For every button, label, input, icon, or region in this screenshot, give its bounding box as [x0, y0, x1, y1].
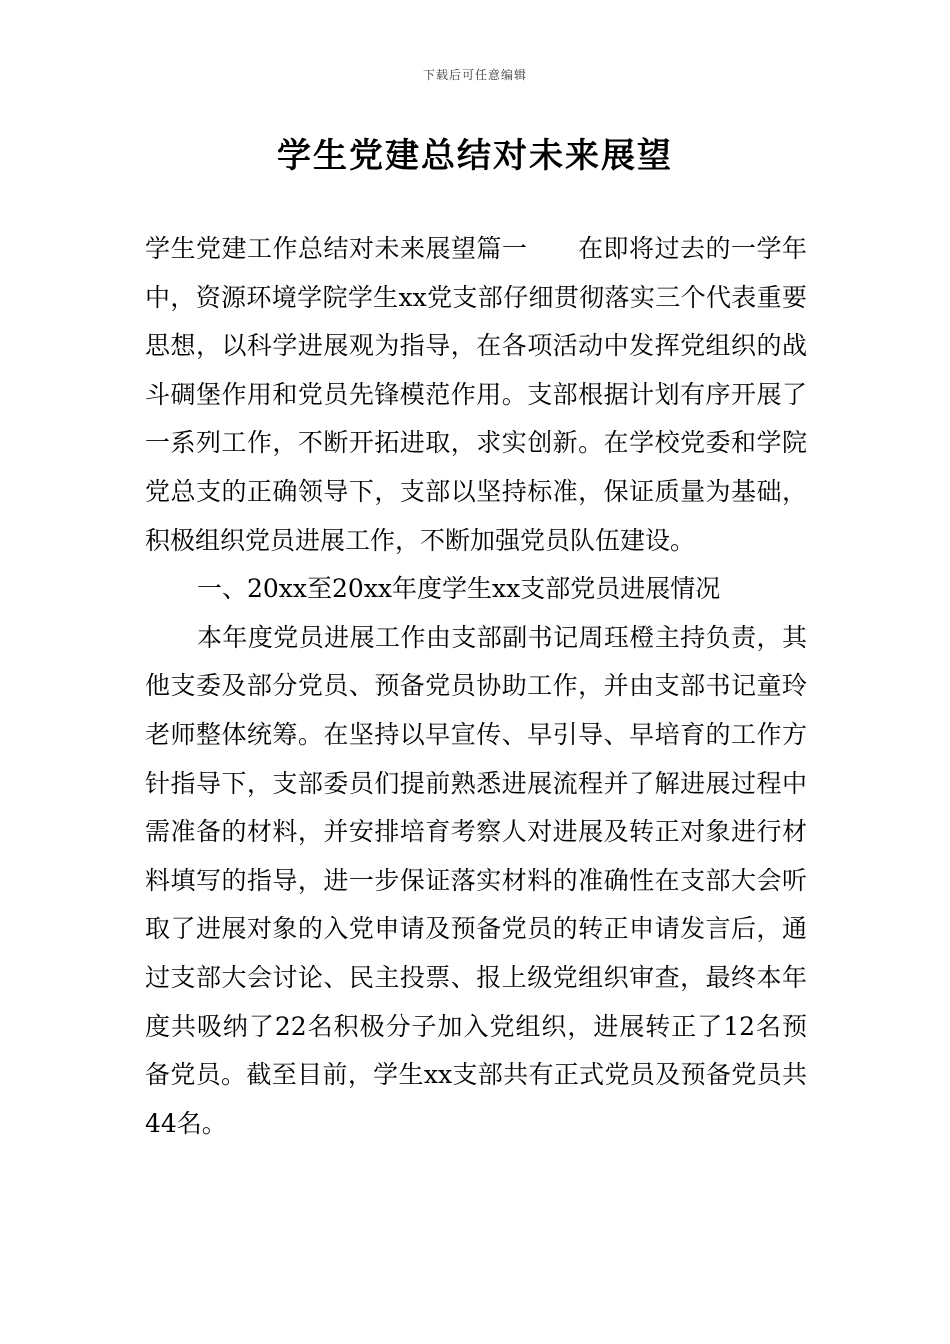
paragraph-1-text: 在即将过去的一学年中，资源环境学院学生xx党支部仔细贯彻落实三个代表重要思想，以科学进展观为指导，在各项活动中发挥党组织的战斗碉堡作用和党员先锋模范作用。支部根据计划有序开展了一系列工作，不断开拓进取，求实创新。在学校党委和学院党总支的正确领导下，支部以坚持标准，保证质量为基础，积极组织党员进展工作，不断加强党员队伍建设。 [145, 234, 807, 555]
section-heading: 一、20xx至20xx年度学生xx支部党员进展情况 [197, 574, 721, 604]
document-body [145, 225, 807, 1148]
paragraph-intro [145, 225, 807, 565]
page-title: 学生党建总结对未来展望 [277, 136, 673, 176]
intro-label: 学生党建工作总结对未来展望篇一 [145, 234, 528, 263]
paragraph-2: 本年度党员进展工作由支部副书记周珏橙主持负责，其他支委及部分党员、预备党员协助工作，并由支部书记童玲老师整体统筹。在坚持以早宣传、早引导、早培育的工作方针指导下，支部委员们提前熟悉进展流程并了解进展过程中需准备的材料，并安排培育考察人对进展及转正对象进行材料填写的指导，进一步保证落实材料的准确性在支部大会听取了进展对象的入党申请及预备党员的转正申请发言后，通过支部大会讨论、民主投票、报上级党组织审查，最终本年度共吸纳了22名积极分子加入党组织，进展转正了12名预备党员。截至目前，学生xx支部共有正式党员及预备党员共44名。 [145, 622, 807, 1138]
header-note: 下载后可任意编辑 [422, 68, 527, 82]
